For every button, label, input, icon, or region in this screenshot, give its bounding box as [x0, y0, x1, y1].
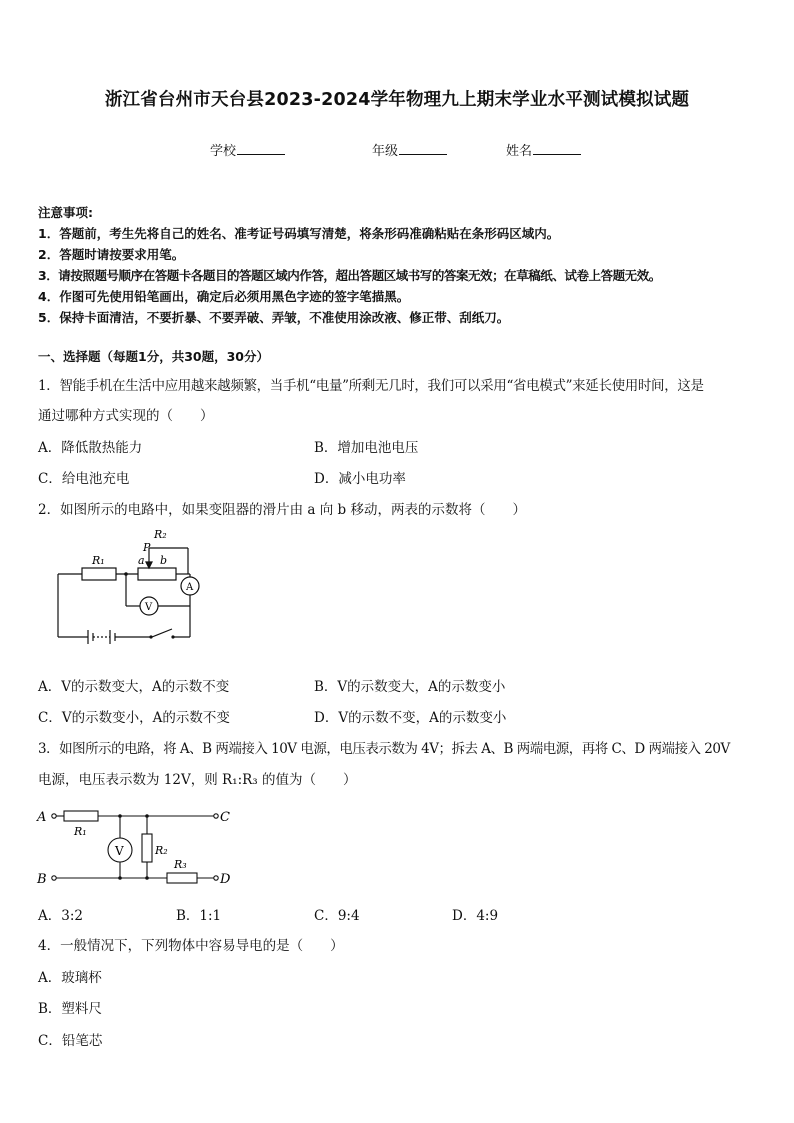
q3-stem-line1: 3．如图所示的电路，将 A、B 两端接入 10V 电源，电压表示数为 4V；拆去 A、B 两端电源，再将 C、D 两端接入 20V [38, 741, 730, 757]
q2-stem: 2．如图所示的电路中，如果变阻器的滑片由 a 向 b 移动，两表的示数将（ ） [38, 502, 526, 518]
q2-option-a: A．V的示数变大，A的示数不变 [38, 679, 230, 695]
school-field [210, 140, 285, 159]
q2-label-p: P [143, 541, 151, 554]
q2-option-b: B．V的示数变大，A的示数变小 [314, 679, 506, 695]
q1-stem-line1: 1．智能手机在生活中应用越来越频繁，当手机“电量”所剩无几时，我们可以采用“省电模式”来延长使用时间，这是 [38, 378, 704, 394]
grade-blank [399, 142, 447, 155]
q3-label-a: A [37, 810, 47, 825]
q3-label-r2: R₂ [155, 844, 168, 857]
q2-circuit-diagram [40, 522, 220, 652]
q3-option-b: B．1:1 [176, 908, 222, 924]
grade-field [372, 140, 447, 159]
q2-label-ammeter: A [186, 582, 194, 593]
q3-label-r3: R₃ [174, 858, 187, 871]
school-blank [237, 142, 285, 155]
q2-option-d: D．V的示数不变，A的示数变小 [314, 710, 507, 726]
q4-option-b: B．塑料尺 [38, 1001, 102, 1017]
name-field [506, 140, 581, 159]
q1-option-d: D．减小电功率 [314, 471, 406, 487]
q3-label-c: C [220, 810, 230, 825]
q2-label-r1: R₁ [92, 554, 105, 567]
q4-stem: 4．一般情况下，下列物体中容易导电的是（ ） [38, 938, 344, 954]
q4-option-c: C．铅笔芯 [38, 1033, 103, 1049]
q3-resistor-r1 [64, 811, 98, 821]
name-blank [533, 142, 581, 155]
q1-option-b: B．增加电池电压 [314, 440, 419, 456]
q2-switch [152, 629, 172, 637]
notes-heading: 注意事项: [38, 205, 93, 220]
q1-option-c: C．给电池充电 [38, 471, 130, 487]
q1-option-a: A．降低散热能力 [38, 440, 143, 456]
note-item: 2．答题时请按要求用笔。 [38, 247, 185, 262]
q3-stem-line2: 电源，电压表示数为 12V，则 R₁:R₃ 的值为（ ） [38, 772, 357, 788]
q2-label-voltmeter: V [145, 602, 153, 613]
q3-option-c: C．9:4 [314, 908, 360, 924]
q2-option-c: C．V的示数变小，A的示数不变 [38, 710, 230, 726]
q2-label-r2: R₂ [154, 528, 167, 541]
name-label: 姓名 [506, 144, 533, 159]
q2-label-a: a [138, 554, 145, 567]
section-heading: 一、选择题（每题1分，共30题，30分） [38, 349, 269, 364]
school-label: 学校 [210, 144, 237, 159]
q3-resistor-r3 [167, 873, 197, 883]
q1-stem-line2: 通过哪种方式实现的（ ） [38, 408, 214, 424]
q3-label-d: D [220, 872, 231, 887]
grade-label: 年级 [372, 144, 399, 159]
note-item: 4．作图可先使用铅笔画出，确定后必须用黑色字迹的签字笔描黑。 [38, 289, 410, 304]
q3-label-voltmeter: V [115, 844, 124, 858]
exam-title: 浙江省台州市天台县2023-2024学年物理九上期末学业水平测试模拟试题 [104, 90, 690, 110]
note-item: 3．请按照题号顺序在答题卡各题目的答题区域内作答，超出答题区域书写的答案无效；在草稿纸、试卷上答题无效。 [38, 268, 661, 283]
q3-resistor-r2 [142, 834, 152, 862]
note-item: 1．答题前，考生先将自己的姓名、准考证号码填写清楚，将条形码准确粘贴在条形码区域内。 [38, 226, 560, 241]
q3-label-b: B [37, 872, 47, 887]
q3-option-a: A．3:2 [38, 908, 83, 924]
q3-circuit-diagram [34, 800, 244, 892]
q2-label-b: b [160, 554, 168, 567]
q3-option-d: D．4:9 [452, 908, 499, 924]
q2-rheostat-r2 [138, 568, 176, 580]
note-item: 5．保持卡面清洁，不要折暴、不要弄破、弄皱，不准使用涂改液、修正带、刮纸刀。 [38, 310, 510, 325]
notes-block [38, 202, 661, 328]
q2-resistor-r1 [82, 568, 116, 580]
q4-option-a: A．玻璃杯 [38, 970, 102, 986]
q2-slider-arrow [146, 562, 152, 568]
q3-label-r1: R₁ [74, 825, 87, 838]
